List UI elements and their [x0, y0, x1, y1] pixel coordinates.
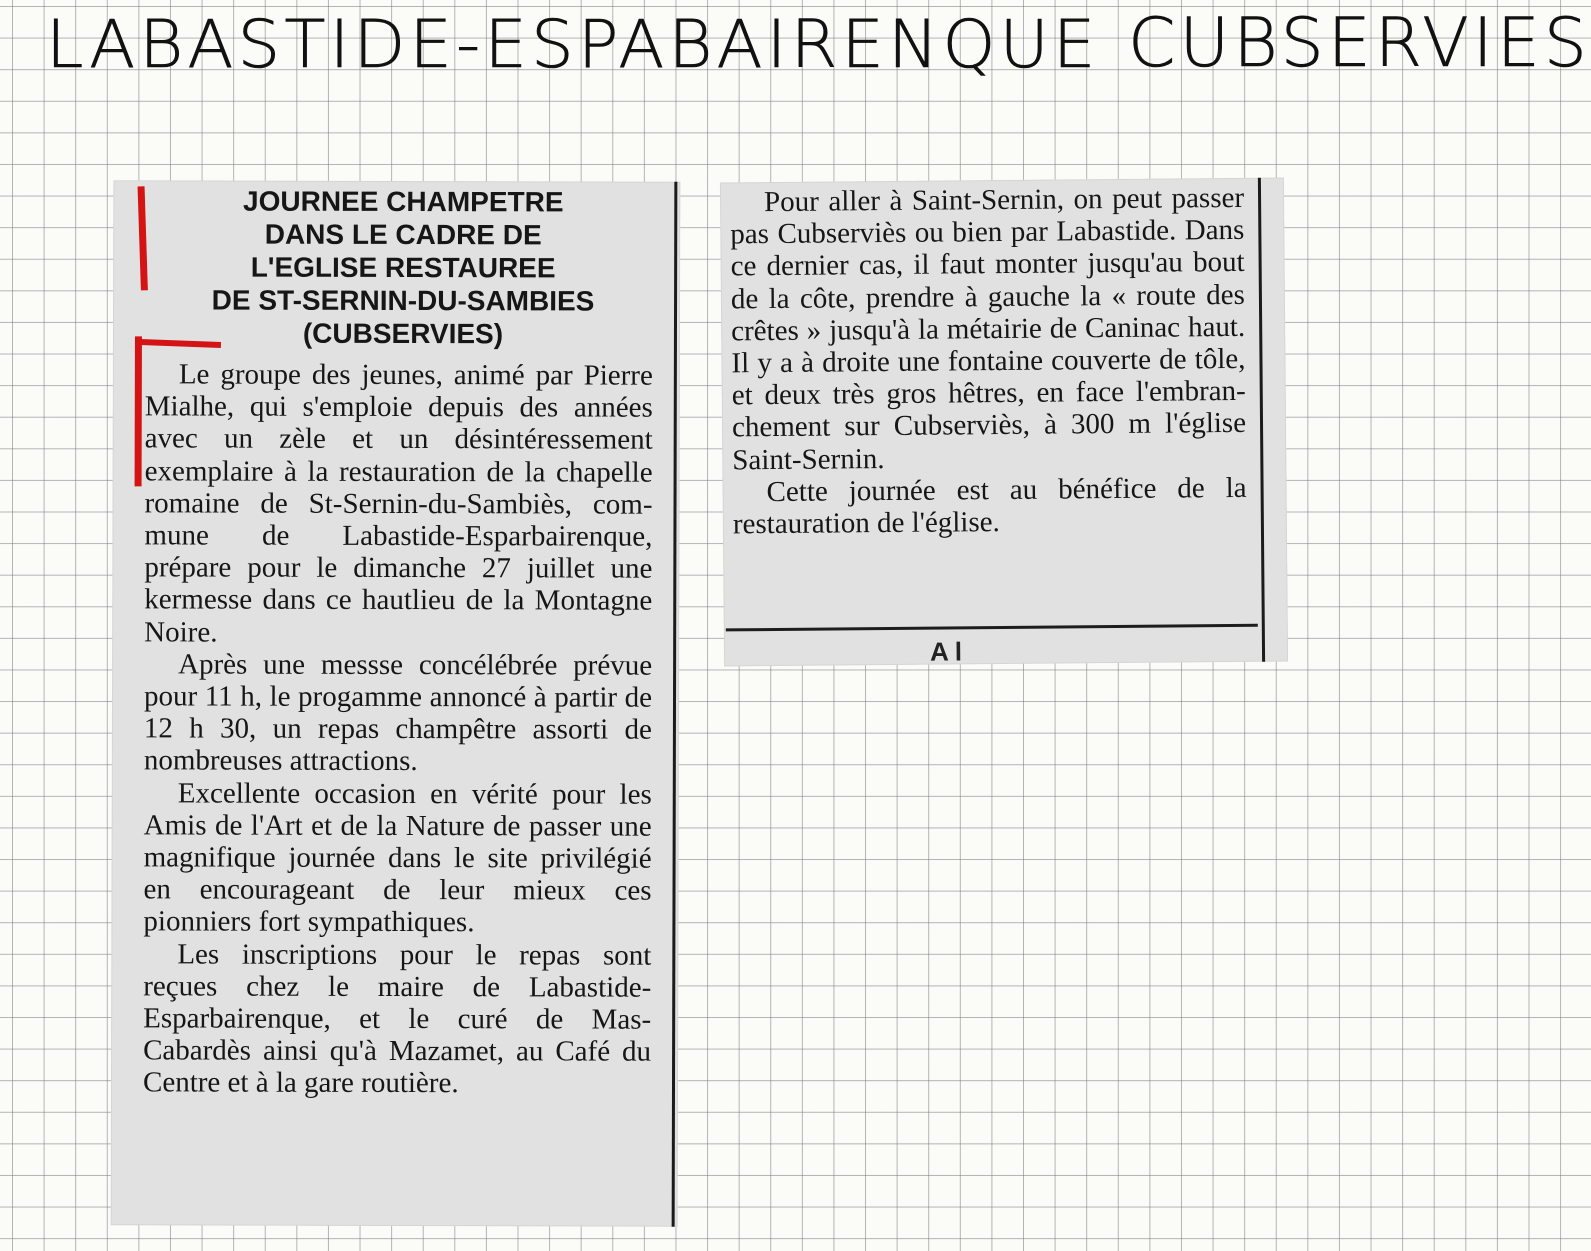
red-marker-stroke	[135, 336, 142, 486]
newspaper-clipping-right	[720, 178, 1288, 667]
article-paragraph: Cette journée est au bénéfice de la restauration de l'église.	[732, 471, 1247, 541]
cut-off-heading: Al	[929, 636, 969, 667]
section-rule	[726, 624, 1258, 632]
headline-line: DANS LE CADRE DE	[264, 218, 542, 251]
handwritten-title-left: LABASTIDE-ESPABAIRENQUE	[46, 6, 1100, 83]
red-marker-stroke	[138, 186, 148, 290]
column-rule	[672, 182, 678, 1227]
article-body-left	[143, 358, 653, 1100]
column-rule	[1258, 178, 1265, 662]
article-headline	[153, 184, 653, 350]
article-paragraph: Les inscriptions pour le repas sont reçues chez le maire de Labastide-Esparbairenque, et le curé de Mas-Cabardès ainsi qu'à Mazamet, au Café du Centre et à la gare routière.	[142, 938, 652, 1100]
newspaper-clipping-left	[111, 180, 681, 1226]
headline-line: (CUBSERVIES)	[302, 317, 504, 350]
article-body-right	[730, 182, 1247, 541]
article-paragraph: Le groupe des jeunes, animé par Pierre Mialhe, qui s'emploie depuis des années avec un zèle et un désintéressement exemplaire à la restauration de la chapelle romaine de St-Sernin-du-Sambiès, commune de Labastide-Esparbairenque, prépare pour le dimanche 27 juillet une kermesse dans ce hautlieu de la Montagne Noire.	[144, 358, 653, 649]
handwritten-title-right: CUBSERVIES	[1128, 4, 1591, 83]
headline-line: L'EGLISE RESTAUREE	[250, 251, 556, 284]
article-paragraph: Excellente occasion en vérité pour les Amis de l'Art et de la Nature de passer une magnifique journée dans le site privilégié en encourageant de leur mieux ces pionniers fort sympathiques.	[143, 777, 652, 939]
headline-line: JOURNEE CHAMPETRE	[243, 185, 564, 218]
headline-line: DE ST-SERNIN-DU-SAMBIES	[211, 284, 595, 317]
article-paragraph: Après une messse concélébrée prévue pour 11 h, le progamme annoncé à partir de 12 h 30, un repas champêtre assorti de nombreuses attractions.	[143, 648, 653, 778]
article-paragraph: Pour aller à Saint-Sernin, on peut passer pas Cubserviès ou bien par Labastide. Dans ce dernier cas, il faut monter jusqu'au bout de la côte, prendre à gauche la « route des crêtes » jusqu'à la métairie de Caninac haut. Il y a à droite une fontaine couverte de tôle, et deux très gros hêtres, en face l'embranchement sur Cubserviès, à 300 m l'église Saint-Sernin.	[730, 181, 1247, 476]
